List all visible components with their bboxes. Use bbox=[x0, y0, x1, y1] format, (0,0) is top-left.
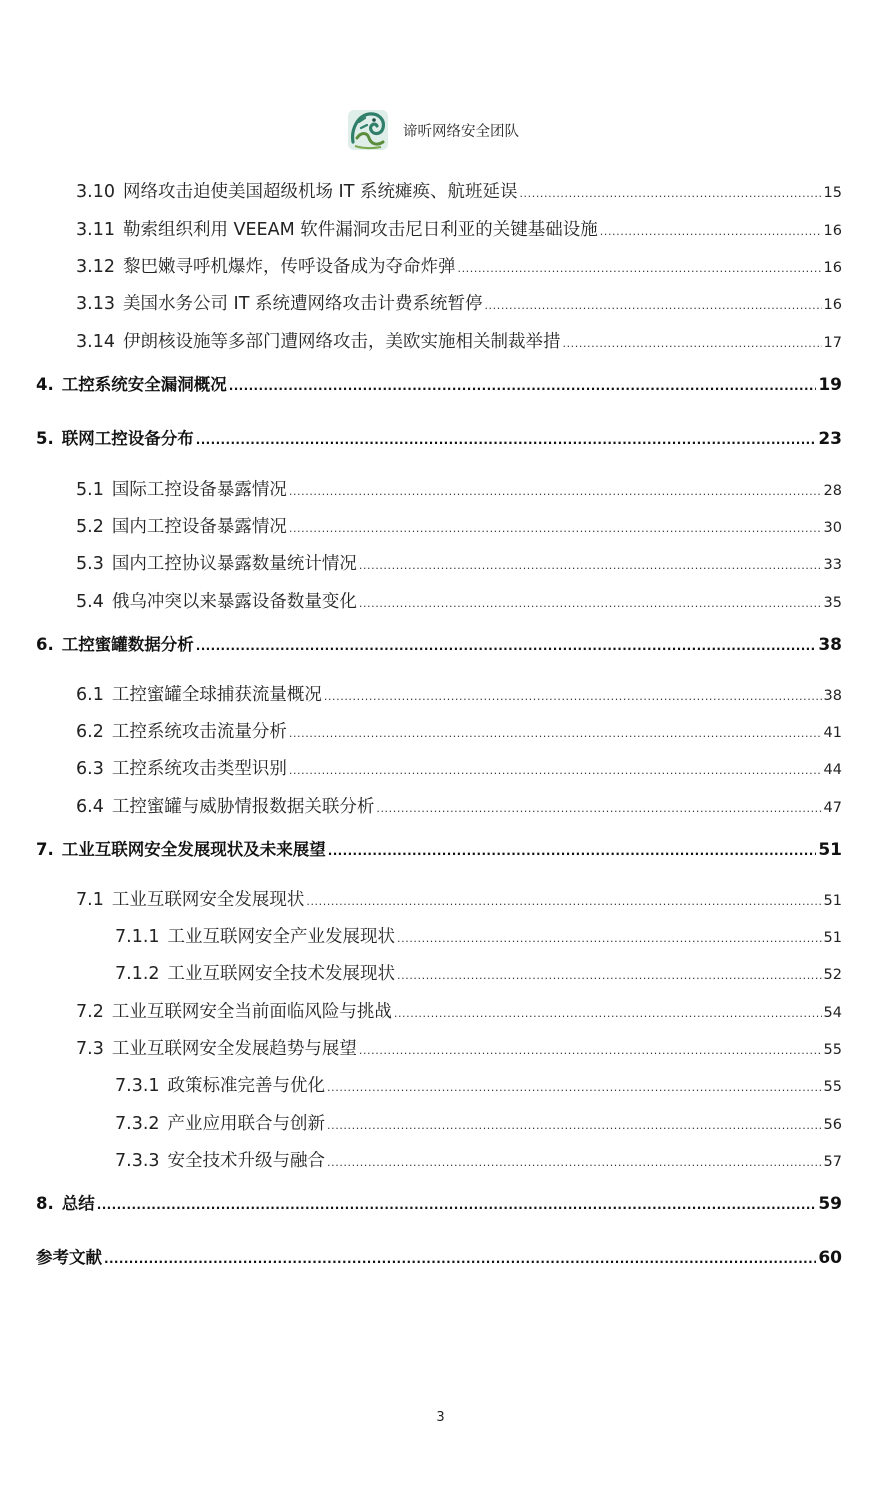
dot-leader bbox=[97, 1198, 817, 1212]
toc-entry[interactable] bbox=[76, 216, 842, 241]
dot-leader bbox=[328, 844, 817, 858]
toc-entry-number: 3.12 bbox=[76, 257, 115, 277]
toc-entry[interactable] bbox=[115, 923, 842, 948]
toc-entry-title bbox=[115, 1072, 325, 1097]
toc-entry[interactable] bbox=[36, 1190, 842, 1214]
toc-entry-page: 38 bbox=[823, 688, 842, 704]
toc-entry-page: 59 bbox=[818, 1194, 842, 1214]
toc-entry-text: 黎巴嫩寻呼机爆炸，传呼设备成为夺命炸弹 bbox=[122, 257, 456, 277]
toc-entry-title bbox=[76, 328, 560, 353]
dot-leader bbox=[562, 337, 821, 350]
dot-leader bbox=[306, 895, 821, 908]
toc-entry[interactable] bbox=[76, 550, 842, 575]
toc-entry[interactable] bbox=[76, 476, 842, 501]
toc-entry[interactable] bbox=[76, 793, 842, 818]
dot-leader bbox=[196, 639, 817, 653]
toc-entry[interactable] bbox=[115, 1072, 842, 1097]
toc-entry-text: 工控系统攻击类型识别 bbox=[111, 759, 287, 779]
team-name: 谛听网络安全团队 bbox=[403, 124, 519, 140]
toc-entry-page: 57 bbox=[823, 1154, 842, 1170]
toc-entry-page: 52 bbox=[823, 967, 842, 983]
dragon-logo-icon bbox=[347, 108, 389, 152]
toc-entry-text: 工控蜜罐数据分析 bbox=[61, 635, 194, 654]
toc-entry-text: 美国水务公司 IT 系统遭网络攻击计费系统暂停 bbox=[122, 294, 483, 314]
page-number: 3 bbox=[436, 1410, 445, 1425]
toc-entry-title bbox=[36, 836, 326, 860]
toc-entry-text: 工业互联网安全当前面临风险与挑战 bbox=[111, 1002, 392, 1022]
toc-entry-text: 工业互联网安全发展现状及未来展望 bbox=[61, 840, 326, 859]
dot-leader bbox=[327, 1119, 822, 1132]
toc-entry-number: 3.13 bbox=[76, 294, 115, 314]
toc-entry-title bbox=[76, 513, 287, 538]
toc-entry-number: 7.1 bbox=[76, 890, 104, 910]
toc-entry[interactable] bbox=[76, 328, 842, 353]
toc-entry-title bbox=[76, 718, 287, 743]
toc-entry-page: 44 bbox=[823, 762, 842, 778]
toc-entry-page: 23 bbox=[818, 429, 842, 449]
toc-entry-number: 6.4 bbox=[76, 797, 104, 817]
toc-entry-text: 国际工控设备暴露情况 bbox=[111, 480, 287, 500]
dot-leader bbox=[359, 559, 822, 572]
toc-entry-page: 30 bbox=[823, 520, 842, 536]
toc-entry-page: 51 bbox=[823, 893, 842, 909]
toc-entry-text: 伊朗核设施等多部门遭网络攻击，美欧实施相关制裁举措 bbox=[122, 332, 561, 352]
toc-entry-title bbox=[76, 793, 374, 818]
toc-entry-number: 5.4 bbox=[76, 592, 104, 612]
page-header bbox=[0, 108, 881, 154]
toc-entry-title bbox=[36, 371, 227, 395]
toc-entry[interactable] bbox=[76, 755, 842, 780]
toc-entry-text: 工业互联网安全技术发展现状 bbox=[167, 964, 396, 984]
toc-entry[interactable] bbox=[36, 371, 842, 395]
toc-entry-page: 47 bbox=[823, 800, 842, 816]
toc-entry-page: 16 bbox=[823, 223, 842, 239]
toc-entry-number: 7.3.1 bbox=[115, 1076, 160, 1096]
toc-entry-title bbox=[76, 755, 287, 780]
toc-entry-text: 工控系统安全漏洞概况 bbox=[61, 375, 227, 394]
toc-entry-number: 5.3 bbox=[76, 554, 104, 574]
toc-entry[interactable] bbox=[76, 513, 842, 538]
toc-entry-number: 5.2 bbox=[76, 517, 104, 537]
toc-entry-number: 6.2 bbox=[76, 722, 104, 742]
toc-entry-page: 17 bbox=[823, 335, 842, 351]
toc-entry[interactable] bbox=[76, 178, 842, 203]
toc-entry-text: 政策标准完善与优化 bbox=[167, 1076, 326, 1096]
dot-leader bbox=[289, 727, 822, 740]
toc-entry-text: 工控蜜罐全球捕获流量概况 bbox=[111, 685, 322, 705]
dot-leader bbox=[519, 187, 821, 200]
toc-entry-title bbox=[76, 681, 322, 706]
toc-entry[interactable] bbox=[76, 253, 842, 278]
toc-entry-number: 7.3 bbox=[76, 1039, 104, 1059]
toc-entry-text: 产业应用联合与创新 bbox=[167, 1114, 326, 1134]
toc-entry-title bbox=[76, 886, 304, 911]
toc-entry-number: 7.1.2 bbox=[115, 964, 160, 984]
toc-entry-page: 19 bbox=[818, 375, 842, 395]
toc-entry-page: 15 bbox=[823, 185, 842, 201]
toc-entry-page: 56 bbox=[823, 1117, 842, 1133]
dot-leader bbox=[324, 690, 822, 703]
toc-entry[interactable] bbox=[36, 631, 842, 655]
toc-entry-text: 勒索组织利用 VEEAM 软件漏洞攻击尼日利亚的关键基础设施 bbox=[122, 220, 598, 240]
dot-leader bbox=[327, 1156, 822, 1169]
dot-leader bbox=[394, 1007, 822, 1020]
toc-entry-page: 28 bbox=[823, 483, 842, 499]
dot-leader bbox=[104, 1252, 816, 1266]
toc-entry-title bbox=[76, 178, 517, 203]
toc-entry-page: 16 bbox=[823, 297, 842, 313]
toc-entry-page: 55 bbox=[823, 1079, 842, 1095]
toc-entry-page: 60 bbox=[818, 1248, 842, 1268]
toc-entry-number: 3.14 bbox=[76, 332, 115, 352]
toc-entry-page: 51 bbox=[823, 930, 842, 946]
toc-entry-title bbox=[76, 1035, 357, 1060]
toc-entry-text: 俄乌冲突以来暴露设备数量变化 bbox=[111, 592, 357, 612]
toc-entry-page: 55 bbox=[823, 1042, 842, 1058]
toc-entry[interactable] bbox=[115, 1147, 842, 1172]
toc-entry-title bbox=[76, 998, 392, 1023]
toc-entry-title bbox=[76, 476, 287, 501]
toc-entry-text: 国内工控协议暴露数量统计情况 bbox=[111, 554, 357, 574]
toc-entry-number: 5. bbox=[36, 429, 54, 448]
toc-entry-title bbox=[115, 1110, 325, 1135]
toc-entry-title bbox=[76, 290, 482, 315]
toc-entry-title bbox=[115, 960, 395, 985]
toc-entry-title bbox=[115, 923, 395, 948]
toc-entry-title bbox=[115, 1147, 325, 1172]
toc-entry-title bbox=[36, 1244, 102, 1268]
dot-leader bbox=[289, 522, 822, 535]
toc-entry-text: 国内工控设备暴露情况 bbox=[111, 517, 287, 537]
toc-entry[interactable] bbox=[76, 718, 842, 743]
toc-entry-text: 工控系统攻击流量分析 bbox=[111, 722, 287, 742]
toc-entry-page: 33 bbox=[823, 557, 842, 573]
toc-entry[interactable] bbox=[76, 998, 842, 1023]
toc-entry[interactable] bbox=[76, 290, 842, 315]
dot-leader bbox=[397, 969, 822, 982]
toc-entry-number: 6.1 bbox=[76, 685, 104, 705]
toc-entry-text: 工业互联网安全发展趋势与展望 bbox=[111, 1039, 357, 1059]
dot-leader bbox=[600, 225, 822, 238]
toc-entry-text: 工业互联网安全产业发展现状 bbox=[167, 927, 396, 947]
toc-entry-number: 3.10 bbox=[76, 182, 115, 202]
toc-entry[interactable] bbox=[115, 960, 842, 985]
toc-entry-text: 安全技术升级与融合 bbox=[167, 1151, 326, 1171]
toc-entry-text: 工业互联网安全发展现状 bbox=[111, 890, 305, 910]
dot-leader bbox=[457, 262, 821, 275]
toc-entry-text: 工控蜜罐与威胁情报数据关联分析 bbox=[111, 797, 375, 817]
dot-leader bbox=[484, 299, 821, 312]
toc-entry[interactable] bbox=[76, 588, 842, 613]
dot-leader bbox=[376, 802, 821, 815]
toc-entry[interactable] bbox=[36, 1244, 842, 1268]
dot-leader bbox=[359, 597, 822, 610]
toc-entry-number: 7.1.1 bbox=[115, 927, 160, 947]
dot-leader bbox=[229, 379, 817, 393]
toc-entry-title bbox=[76, 588, 357, 613]
toc-entry-number: 4. bbox=[36, 375, 54, 394]
toc-entry-number: 7.3.3 bbox=[115, 1151, 160, 1171]
toc-entry-text: 总结 bbox=[61, 1194, 95, 1213]
dot-leader bbox=[196, 433, 817, 447]
toc-entry-text: 网络攻击迫使美国超级机场 IT 系统瘫痪、航班延误 bbox=[122, 182, 518, 202]
toc-entry-page: 16 bbox=[823, 260, 842, 276]
toc-entry[interactable] bbox=[76, 681, 842, 706]
toc-entry-title bbox=[36, 425, 194, 449]
toc-entry-number: 7. bbox=[36, 840, 54, 859]
toc-entry-page: 51 bbox=[818, 840, 842, 860]
toc-entry[interactable] bbox=[36, 425, 842, 449]
toc-entry[interactable] bbox=[76, 1035, 842, 1060]
toc-entry-page: 35 bbox=[823, 595, 842, 611]
toc-entry-text: 参考文献 bbox=[36, 1248, 102, 1267]
dot-leader bbox=[289, 485, 822, 498]
toc-entry[interactable] bbox=[36, 836, 842, 860]
toc-entry-title bbox=[76, 550, 357, 575]
toc-entry-number: 7.3.2 bbox=[115, 1114, 160, 1134]
toc-entry-title bbox=[36, 631, 194, 655]
toc-entry[interactable] bbox=[76, 886, 842, 911]
toc-entry-page: 54 bbox=[823, 1005, 842, 1021]
toc-entry-page: 38 bbox=[818, 635, 842, 655]
toc-entry-number: 8. bbox=[36, 1194, 54, 1213]
toc-entry-title bbox=[36, 1190, 95, 1214]
toc-entry-text: 联网工控设备分布 bbox=[61, 429, 194, 448]
toc-entry-number: 6.3 bbox=[76, 759, 104, 779]
toc-entry-page: 41 bbox=[823, 725, 842, 741]
toc-entry-number: 6. bbox=[36, 635, 54, 654]
toc-entry-title bbox=[76, 216, 598, 241]
dot-leader bbox=[327, 1081, 822, 1094]
toc-entry-number: 5.1 bbox=[76, 480, 104, 500]
dot-leader bbox=[359, 1044, 822, 1057]
dot-leader bbox=[289, 764, 822, 777]
toc-entry-number: 3.11 bbox=[76, 220, 115, 240]
toc-entry[interactable] bbox=[115, 1110, 842, 1135]
toc-entry-title bbox=[76, 253, 455, 278]
dot-leader bbox=[397, 932, 822, 945]
toc-entry-number: 7.2 bbox=[76, 1002, 104, 1022]
